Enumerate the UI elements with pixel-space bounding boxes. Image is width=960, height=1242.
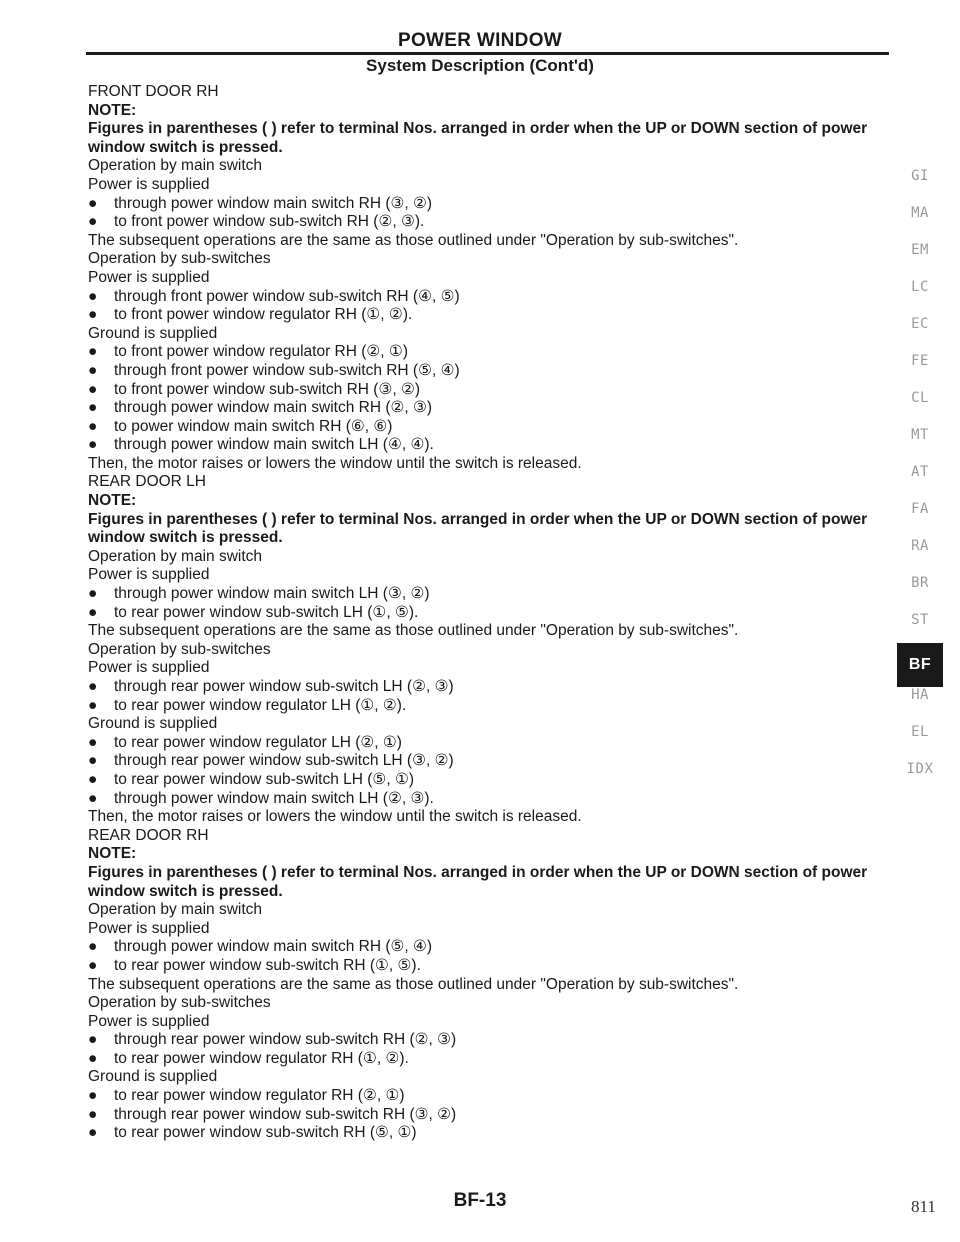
tab-at[interactable]: AT [911, 464, 929, 480]
tab-fe[interactable]: FE [911, 353, 929, 369]
bullet-item: ● through front power window sub-switch RH (④, ⑤) [88, 287, 460, 305]
supply-label: Power is supplied [88, 268, 210, 286]
bullet-item: ● to rear power window regulator LH (②, ①) [88, 733, 402, 751]
subheading: Operation by sub-switches [88, 250, 271, 268]
paragraph: The subsequent operations are the same as those outlined under "Operation by sub-switches". [88, 975, 739, 993]
bullet-item: ● through rear power window sub-switch LH (③, ②) [88, 752, 454, 770]
subheading: Operation by main switch [88, 547, 263, 565]
bullet-icon: ● [88, 361, 98, 379]
bullet-icon: ● [88, 213, 98, 231]
bullet-icon: ● [88, 343, 98, 361]
page-header-title: POWER WINDOW [397, 30, 563, 51]
supply-label: Power is supplied [88, 659, 210, 677]
bullet-item: ● through front power window sub-switch RH (⑤, ④) [88, 361, 460, 379]
tab-gi[interactable]: GI [911, 168, 929, 184]
bullet-item: ● to rear power window sub-switch RH (⑤, ①) [88, 1124, 417, 1142]
tab-el[interactable]: EL [911, 724, 929, 740]
supply-label: Power is supplied [88, 175, 210, 193]
bullet-icon: ● [88, 733, 98, 751]
bullet-item: ● through rear power window sub-switch RH (②, ③) [88, 1031, 457, 1049]
subheading: Operation by sub-switches [88, 994, 271, 1012]
supply-label: Power is supplied [88, 566, 210, 584]
paragraph: The subsequent operations are the same as those outlined under "Operation by sub-switches". [88, 622, 739, 640]
tab-ra[interactable]: RA [911, 538, 929, 554]
section-heading: REAR DOOR LH [88, 473, 206, 491]
tab-idx[interactable]: IDX [906, 761, 934, 777]
note-text: Figures in parentheses ( ) refer to terminal Nos. arranged in order when the UP or DOWN section of power window switch is pressed. [88, 120, 868, 156]
bullet-item: ● through power window main switch LH (④, ④). [88, 436, 434, 454]
tab-lc[interactable]: LC [911, 279, 929, 295]
bullet-icon: ● [88, 603, 98, 621]
bullet-icon: ● [88, 306, 98, 324]
supply-label: Power is supplied [88, 1012, 210, 1030]
header-rule [86, 52, 889, 55]
subheading: Operation by main switch [88, 157, 263, 175]
section-index-tabs [898, 168, 942, 798]
note-label: NOTE: [88, 101, 137, 119]
bullet-icon: ● [88, 752, 98, 770]
supply-label: Ground is supplied [88, 1068, 218, 1086]
bullet-icon: ● [88, 789, 98, 807]
bullet-icon: ● [88, 770, 98, 788]
bullet-item: ● through power window main switch RH (②, ③) [88, 399, 433, 417]
bullet-icon: ● [88, 1031, 98, 1049]
bullet-icon: ● [88, 194, 98, 212]
page-number: BF-13 [453, 1190, 507, 1211]
section-heading: FRONT DOOR RH [88, 83, 219, 100]
section-heading: REAR DOOR RH [88, 826, 209, 844]
bullet-item: ● to front power window regulator RH (①, ②). [88, 306, 413, 324]
bullet-icon: ● [88, 380, 98, 398]
tab-mt[interactable]: MT [911, 427, 929, 443]
page-header-subtitle: System Description (Cont'd) [366, 56, 594, 75]
bullet-item: ● to front power window regulator RH (②, ①) [88, 343, 408, 361]
supply-label: Ground is supplied [88, 324, 218, 342]
tab-bf-active[interactable]: BF [897, 643, 943, 687]
paragraph: The subsequent operations are the same as those outlined under "Operation by sub-switches". [88, 231, 739, 249]
bullet-icon: ● [88, 1124, 98, 1142]
corner-page-number: 811 [911, 1197, 936, 1216]
note-label: NOTE: [88, 845, 137, 863]
tab-st[interactable]: ST [911, 612, 929, 628]
bullet-item: ● through power window main switch LH (③, ②) [88, 585, 430, 603]
note-text: Figures in parentheses ( ) refer to terminal Nos. arranged in order when the UP or DOWN section of power window switch is pressed. [88, 510, 868, 547]
bullet-item: ● through rear power window sub-switch LH (②, ③) [88, 678, 454, 695]
bullet-item: ● through power window main switch RH (⑤, ④) [88, 938, 433, 956]
bullet-icon: ● [88, 678, 98, 695]
supply-label: Power is supplied [88, 919, 210, 937]
bullet-item: ● to rear power window regulator RH (①, ②). [88, 1049, 409, 1067]
note-text: Figures in parentheses ( ) refer to terminal Nos. arranged in order when the UP or DOWN section of power window switch is pressed. [88, 863, 868, 900]
bullet-item: ● to front power window sub-switch RH (②, ③). [88, 213, 425, 231]
bullet-item: ● to front power window sub-switch RH (③, ②) [88, 380, 421, 398]
paragraph: Then, the motor raises or lowers the window until the switch is released. [88, 454, 582, 472]
bullet-icon: ● [88, 956, 98, 974]
subheading: Operation by sub-switches [88, 640, 271, 658]
bullet-icon: ● [88, 399, 98, 417]
supply-label: Ground is supplied [88, 715, 218, 733]
bullet-item: ● to rear power window regulator LH (①, ②). [88, 696, 407, 714]
bullet-item: ● to rear power window sub-switch LH (①, ⑤). [88, 603, 419, 621]
bullet-item: ● to rear power window regulator RH (②, ①) [88, 1087, 405, 1105]
bullet-icon: ● [88, 436, 98, 454]
note-label: NOTE: [88, 492, 137, 510]
bullet-item: ● through rear power window sub-switch RH (③, ②) [88, 1105, 457, 1123]
tab-ec[interactable]: EC [911, 316, 929, 332]
bullet-icon: ● [88, 585, 98, 603]
tab-br[interactable]: BR [911, 575, 929, 591]
document-body [88, 83, 888, 1143]
bullet-icon: ● [88, 696, 98, 714]
bullet-item: ● to rear power window sub-switch RH (①, ⑤). [88, 956, 421, 974]
tab-em[interactable]: EM [911, 242, 929, 258]
bullet-icon: ● [88, 287, 98, 305]
bullet-icon: ● [88, 1087, 98, 1105]
bullet-item: ● to power window main switch RH (⑥, ⑥) [88, 417, 393, 435]
bullet-item: ● to rear power window sub-switch LH (⑤, ①) [88, 770, 414, 788]
bullet-icon: ● [88, 938, 98, 956]
bullet-icon: ● [88, 1049, 98, 1067]
tab-fa[interactable]: FA [911, 501, 929, 517]
tab-ha[interactable]: HA [911, 687, 929, 703]
tab-ma[interactable]: MA [911, 205, 929, 221]
bullet-icon: ● [88, 417, 98, 435]
subheading: Operation by main switch [88, 901, 263, 919]
bullet-item: ● through power window main switch RH (③, ②) [88, 194, 433, 212]
tab-cl[interactable]: CL [911, 390, 929, 406]
bullet-item: ● through power window main switch LH (②, ③). [88, 789, 434, 807]
bullet-icon: ● [88, 1105, 98, 1123]
paragraph: Then, the motor raises or lowers the window until the switch is released. [88, 808, 582, 826]
